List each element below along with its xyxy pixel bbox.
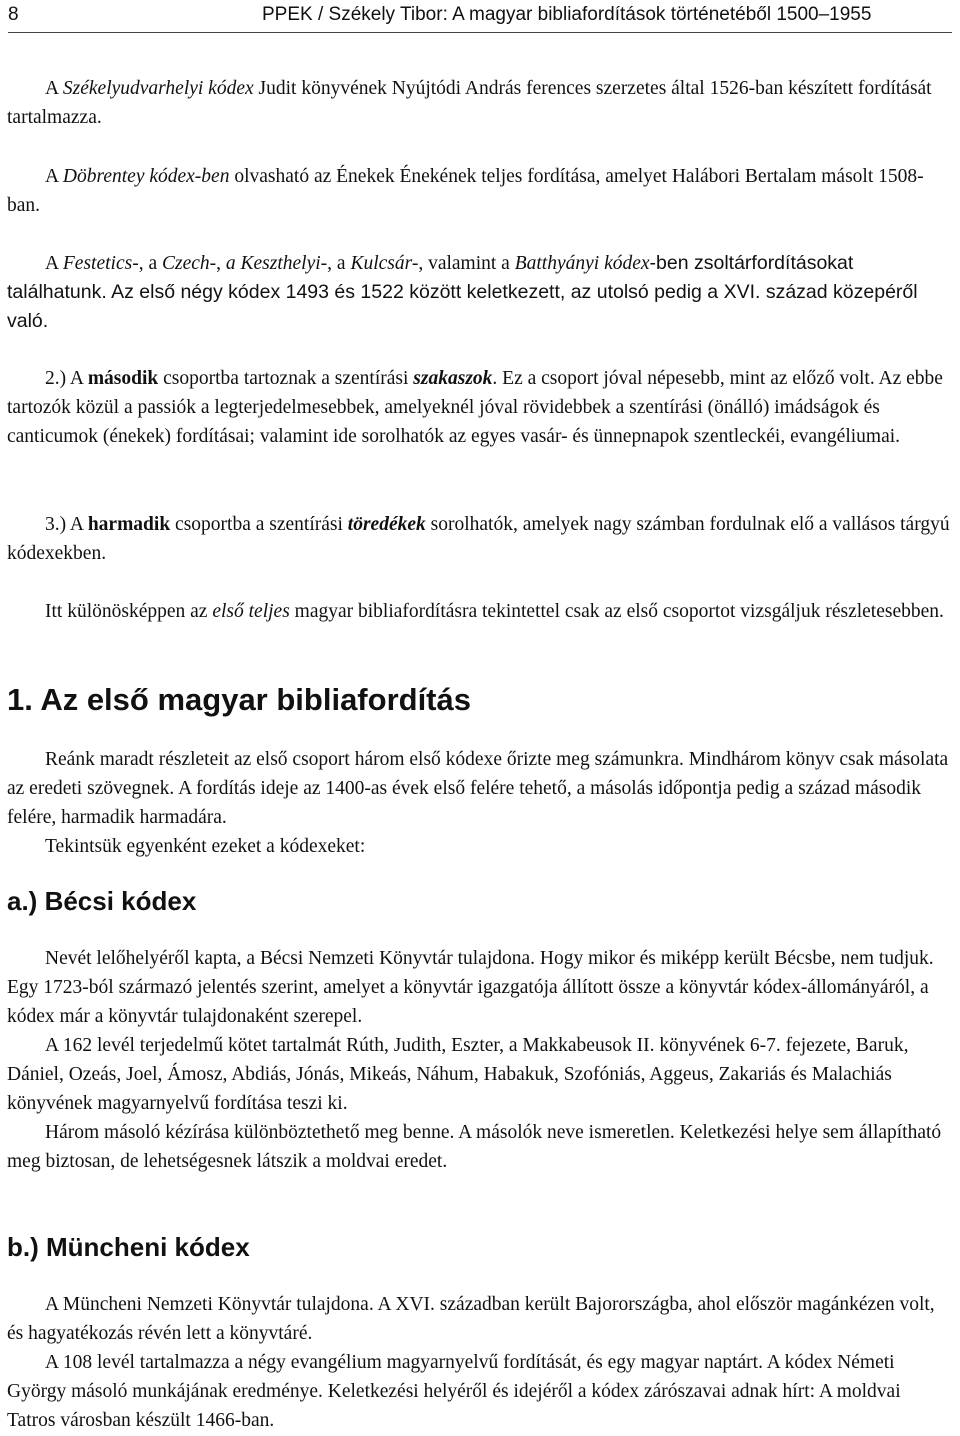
paragraph-psalm-codices: A Festetics-, a Czech-, a Keszthelyi-, a Kulcsár-, valamint a Batthyányi kódex-ben zsoltárfordításokat találhatunk. Az első négy kódex 1493 és 1522 között keletkezett, az utolsó pedig a XVI. század közepéről való.	[7, 252, 918, 332]
codex-name: Döbrentey kódex-ben	[62, 166, 230, 187]
section-heading: 1. Az első magyar bibliafordítás	[7, 682, 471, 717]
paragraph-third-group: 3.) A harmadik csoportba a szentírási töredékek sorolhatók, amelyek nagy számban fordulnak elő a vallásos tárgyú kódexekben.	[7, 514, 950, 564]
subsection-heading-mucheni: b.) Müncheni kódex	[7, 1232, 250, 1262]
section-becsi-body	[7, 944, 953, 1176]
paragraph-becsi-3: Három másoló kézírása különböztethető meg benne. A másolók neve ismeretlen. Keletkezési helye sem állapítható meg biztosan, de lehetségesnek látszik a moldvai eredet.	[7, 1122, 942, 1172]
paragraph-mucheni-1: A Müncheni Nemzeti Könyvtár tulajdona. A XVI. században került Bajorországba, ahol először magánkézen volt, és hagyatékozás révén lett a könyvtáré.	[7, 1294, 935, 1344]
section-mucheni-body	[7, 1290, 953, 1435]
running-title: PPEK / Székely Tibor: A magyar bibliafordítások történetéből 1500–1955	[262, 4, 872, 25]
page-number: 8	[8, 4, 19, 25]
paragraph-mucheni-2: A 108 levél tartalmazza a négy evangélium magyarnyelvű fordítását, és egy magyar naptárt. A kódex Németi György másoló munkájának eredménye. Keletkezési helyéről és idejéről a kódex zárószavai adnak hírt: A moldvai Tatros városban készült 1466-ban.	[7, 1352, 901, 1431]
codex-name: Székelyudvarhelyi kódex	[62, 78, 254, 99]
paragraph-szekelyudvarhelyi: A Székelyudvarhelyi kódex Judit könyvének Nyújtódi András ferences szerzetes által 1526-ban készített fordítását tartalmazza.	[7, 78, 932, 128]
paragraph-intro: Reánk maradt részleteit az első csoport három első kódexe őrizte meg számunkra. Mindhárom könyv csak másolata az eredeti szövegnek. A fordítás ideje az 1400-as évek első felére tehető, a másolás időpontja pedig a század második felére, harmadik harmadára. Tekintsük egyenként ezeket a kódexeket:	[7, 749, 949, 857]
paragraph-second-group: 2.) A második csoportba tartoznak a szentírási szakaszok. Ez a csoport jóval népesebb, mint az előző volt. Az ebbe tartozók közül a passiók a legterjedelmesebbek, amelyeknél jóval rövidebbek a szentírási (önálló) imádságok és canticumok (énekek) fordításai; valamint ide sorolhatók az egyes vasár- és ünnepnapok szentleckéi, evangéliumai.	[7, 368, 943, 447]
subsection-heading-becsi: a.) Bécsi kódex	[7, 886, 197, 916]
paragraph-first-complete: Itt különösképpen az első teljes magyar bibliafordításra tekintettel csak az első csoportot vizsgáljuk részletesebben.	[45, 601, 944, 622]
paragraph-dobrentey: A Döbrentey kódex-ben olvasható az Énekek Énekének teljes fordítása, amelyet Halábori Bertalam másolt 1508-ban.	[7, 166, 924, 216]
paragraph-becsi-2: A 162 levél terjedelmű kötet tartalmát Rúth, Judith, Eszter, a Makkabeusok II. könyvének 6-7. fejezete, Baruk, Dániel, Ozeás, Joel, Ámosz, Abdiás, Jónás, Mikeás, Náhum, Habakuk, Szofóniás, Aggeus, Zakariás és Malachiás könyvének magyarnyelvű fordítása teszi ki.	[7, 1035, 909, 1114]
page-header	[8, 2, 952, 33]
paragraph-becsi-1: Nevét lelőhelyéről kapta, a Bécsi Nemzeti Könyvtár tulajdona. Hogy mikor és miképp került Bécsbe, nem tudjuk. Egy 1723-ból származó jelentés szerint, amelyet a könyvtár igazgatója állított össze a könyvtár kódex-állományáról, a kódex már a könyvtár tulajdonaként szerepel.	[7, 948, 934, 1027]
